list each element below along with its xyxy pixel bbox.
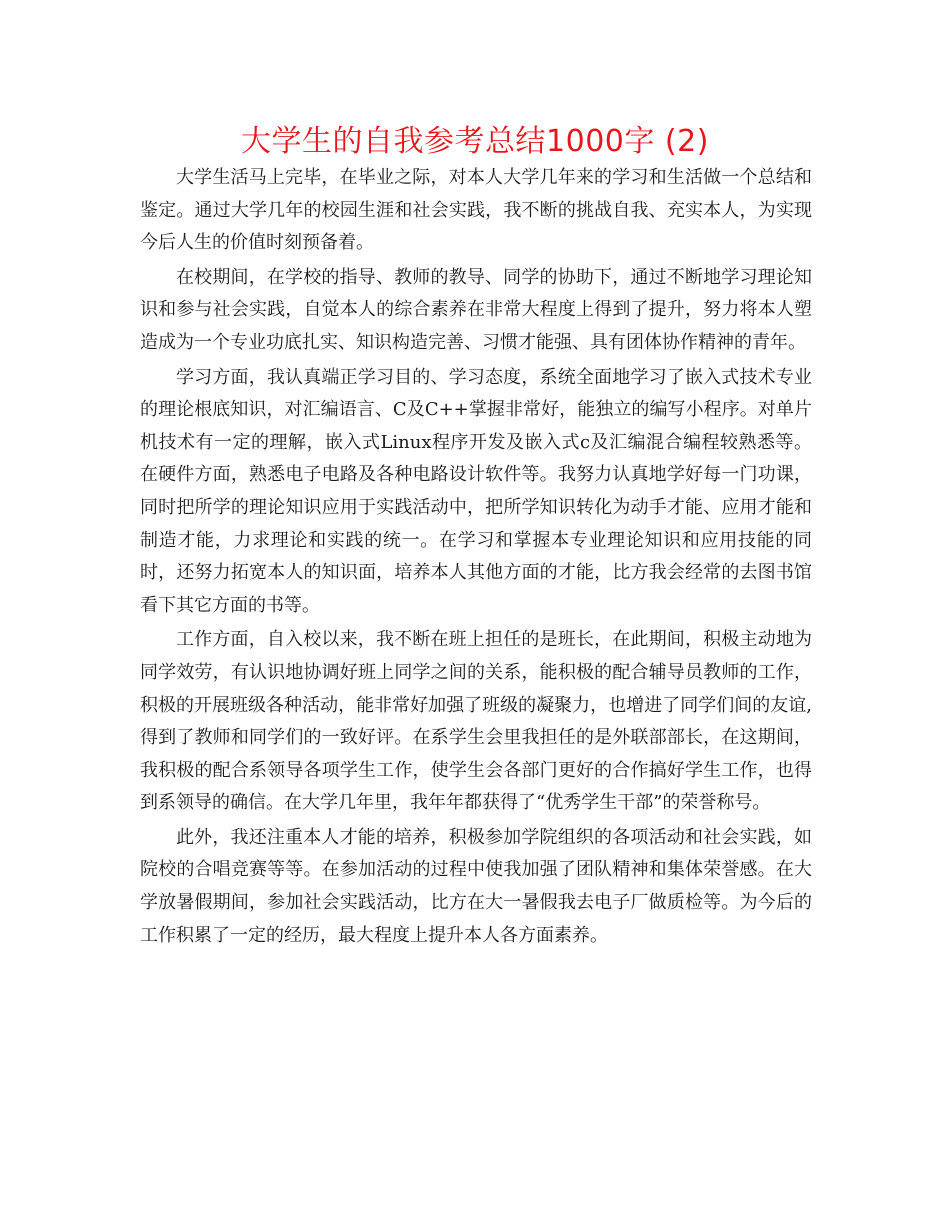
paragraph-intro: 大学生活马上完毕，在毕业之际，对本人大学几年来的学习和生活做一个总结和鉴定。通过大学几年的校园生涯和社会实践，我不断的挑战自我、充实本人，为实现今后人生的价值时刻预备着。 [140, 167, 812, 254]
document-title: 大学生的自我参考总结1000字 (2) [241, 124, 709, 159]
paragraph-study: 学习方面，我认真端正学习目的、学习态度，系统全面地学习了嵌入式技术专业的理论根底知识，对汇编语言、C及C++掌握非常好，能独立的编写小程序。对单片机技术有一定的理解，嵌入式Linux程序开发及嵌入式c及汇编混合编程较熟悉等。在硬件方面，熟悉电子电路及各种电路设计软件等。我努力认真地学好每一门功课，同时把所学的理论知识应用于实践活动中，把所学知识转化为动手才能、应用才能和制造才能，力求理论和实践的统一。在学习和掌握本专业理论知识和应用技能的同时，还努力拓宽本人的知识面，培养本人其他方面的才能，比方我会经常的去图书馆看下其它方面的书等。 [140, 366, 812, 616]
paragraph-school-period: 在校期间，在学校的指导、教师的教导、同学的协助下，通过不断地学习理论知识和参与社会实践，自觉本人的综合素养在非常大程度上得到了提升，努力将本人塑造成为一个专业功底扎实、知识构造完善、习惯才能强、具有团体协作精神的青年。 [140, 266, 812, 353]
paragraph-work: 工作方面，自入校以来，我不断在班上担任的是班长，在此期间，积极主动地为同学效劳，有认识地协调好班上同学之间的关系，能积极的配合辅导员教师的工作，积极的开展班级各种活动，能非常好加强了班级的凝聚力，也增进了同学们间的友谊,得到了教师和同学们的一致好评。在系学生会里我担任的是外联部部长，在这期间，我积极的配合系领导各项学生工作，使学生会各部门更好的合作搞好学生工作，也得到系领导的确信。在大学几年里，我年年都获得了“优秀学生干部”的荣誉称号。 [140, 629, 812, 814]
document-body [140, 162, 812, 954]
paragraph-activities: 此外，我还注重本人才能的培养，积极参加学院组织的各项活动和社会实践，如院校的合唱竞赛等等。在参加活动的过程中使我加强了团队精神和集体荣誉感。在大学放暑假期间，参加社会实践活动，比方在大一暑假我去电子厂做质检等。为今后的工作积累了一定的经历，最大程度上提升本人各方面素养。 [140, 826, 812, 946]
